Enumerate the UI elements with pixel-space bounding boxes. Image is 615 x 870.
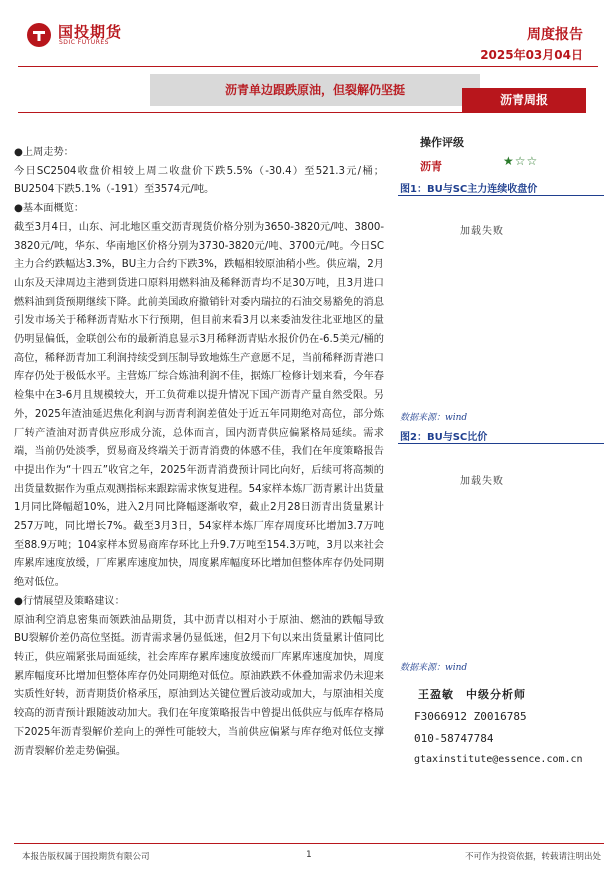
footer-disclaimer: 不可作为投资依据，转载请注明出处	[464, 852, 601, 862]
report-date: 2025年03月04日	[480, 48, 583, 62]
footer-divider	[14, 843, 604, 844]
figure1-placeholder: 加载失败	[460, 226, 504, 237]
section-heading-outlook: ●行情展望及策略建议：	[14, 595, 125, 607]
analyst-email[interactable]: gtaxinstitute@essence.com.cn	[414, 754, 583, 765]
section-heading-last-week: ●上周走势：	[14, 147, 74, 158]
analyst-name: 王盈敏 中级分析师	[418, 688, 526, 701]
section-body-last-week: 今日SC2504收盘价相较上周二收盘价下跌5.5%（-30.4）至521.3元/桶；BU2504下跌5.1%（-191）至3574元/吨。	[14, 165, 384, 196]
company-logo	[26, 20, 176, 50]
company-logo-icon	[26, 22, 52, 48]
figure1-source: 数据来源：wind	[400, 413, 468, 423]
rating-stars-icon: ★☆☆	[503, 154, 539, 168]
rating-item: 沥青	[420, 160, 442, 173]
figure2-placeholder: 加载失败	[460, 476, 504, 487]
main-text-column	[14, 144, 384, 761]
figure1-title: 图1：BU与SC主力连续收盘价	[400, 184, 538, 195]
analyst-phone: 010-58747784	[414, 732, 494, 745]
analyst-cert: F3066912 Z0016785	[414, 710, 527, 723]
figure2-divider	[398, 443, 604, 444]
page-number: 1	[306, 850, 312, 860]
figure2-title: 图2：BU与SC比价	[400, 432, 488, 443]
banner-divider	[18, 112, 586, 113]
figure1-divider	[398, 195, 604, 196]
report-category-tag: 沥青周报	[462, 88, 586, 112]
figure2-source: 数据来源：wind	[400, 663, 468, 673]
section-body-fundamentals: 截至3月4日，山东、河北地区重交沥青现货价格分别为3650-3820元/吨、3800-3820元/吨，华东、华南地区价格分别为3730-3820元/吨、3700元/吨。今日SC主力合约跌幅达3.3%，BU主力合约下跌3%，跌幅相较原油稍小些。供应端，2月山东及天津周边主港到货进口原料用燃料油及稀释沥青均不足30万吨，且3月进口燃料油到货预期继续下降。此前美国政府撤销针对委内瑞拉的石油交易豁免的消息引发市场关于稀释沥青贴水下行预期，但目前来看3月以来委油发往北亚地区的量仍明显偏低，金联创公布的最新消息显示3月稀释沥青贴水报价仍在-6.5美元/桶的高位，稀释沥青加工利润持续受到压制导致地炼生产意愿不足，当前稀释沥青港口库存仍处于极低水平。主营炼厂综合炼油利润不佳，据炼厂检修计划来看，今年春检集中在3-6月且规模较大，开工负荷难以提升情况下国产沥青产量自然受限。另外，2025年渣油延迟焦化利润与沥青利润差值处于近五年同期绝对高位，部分炼厂转产渣油对沥青供应形成分流，总体而言，国内沥青供应偏紧格局延续。需求端，当前仍处淡季，贸易商及终端关于沥青消费的体感不佳，我们在年度策略报告中提出作为“十四五”收官之年，2025年沥青消费预计同比向好，后续可将高频的出货量数据作为重点观测指标来跟踪需求恢复进程。54家样本炼厂沥青累计出货量1月同比降幅超10%，进入2月同比降幅逐渐收窄，截止2月28日沥青出货量累计257万吨，同比增长7%。截至3月3日，54家样本炼厂库存周度环比增加3.7万吨至88.9万吨；104家样本贸易商库存环比上升9.7万吨至154.3万吨，3月以来社会库累库速度放缓，厂库累库速度加快，周度累库幅度环比增加但整体库存仍处同期绝对低位。	[14, 221, 384, 589]
report-title: 沥青单边跟跌原油，但裂解仍坚挺	[150, 74, 480, 106]
company-name-en: SDIC FUTURES	[59, 39, 109, 46]
section-heading-fundamentals: ●基本面概览：	[14, 203, 85, 215]
footer-copyright: 本报告版权属于国投期货有限公司	[22, 852, 150, 862]
rating-title: 操作评级	[420, 136, 464, 149]
header-divider	[18, 66, 598, 67]
section-body-outlook: 原油利空消息密集而领跌油品期货，其中沥青以相对小于原油、燃油的跌幅导致BU裂解价差仍高位坚挺。沥青需求暑仍显低迷，但2月下旬以来出货量累计值同比转正，供应端紧张局面延续，社会库库存累库速度放缓而厂库累库速度加快，周度累库幅度环比增加但整体库存仍处同期绝对低位。原油跌跌不休叠加需求仍未迎来实质性好转，沥青期货价格承压，原油到达关键位置后波动或加大，与原油相关度较高的沥青预计跟随波动加大。我们在年度策略报告中曾提出低供应与低库存格局下2025年沥青裂解价差向上的弹性可能较大，当前供应偏紧与库存绝对低位支撑沥青裂解价差走势偏强。	[14, 614, 384, 757]
report-type: 周度报告	[527, 27, 583, 43]
company-name: 国投期货	[58, 23, 123, 41]
